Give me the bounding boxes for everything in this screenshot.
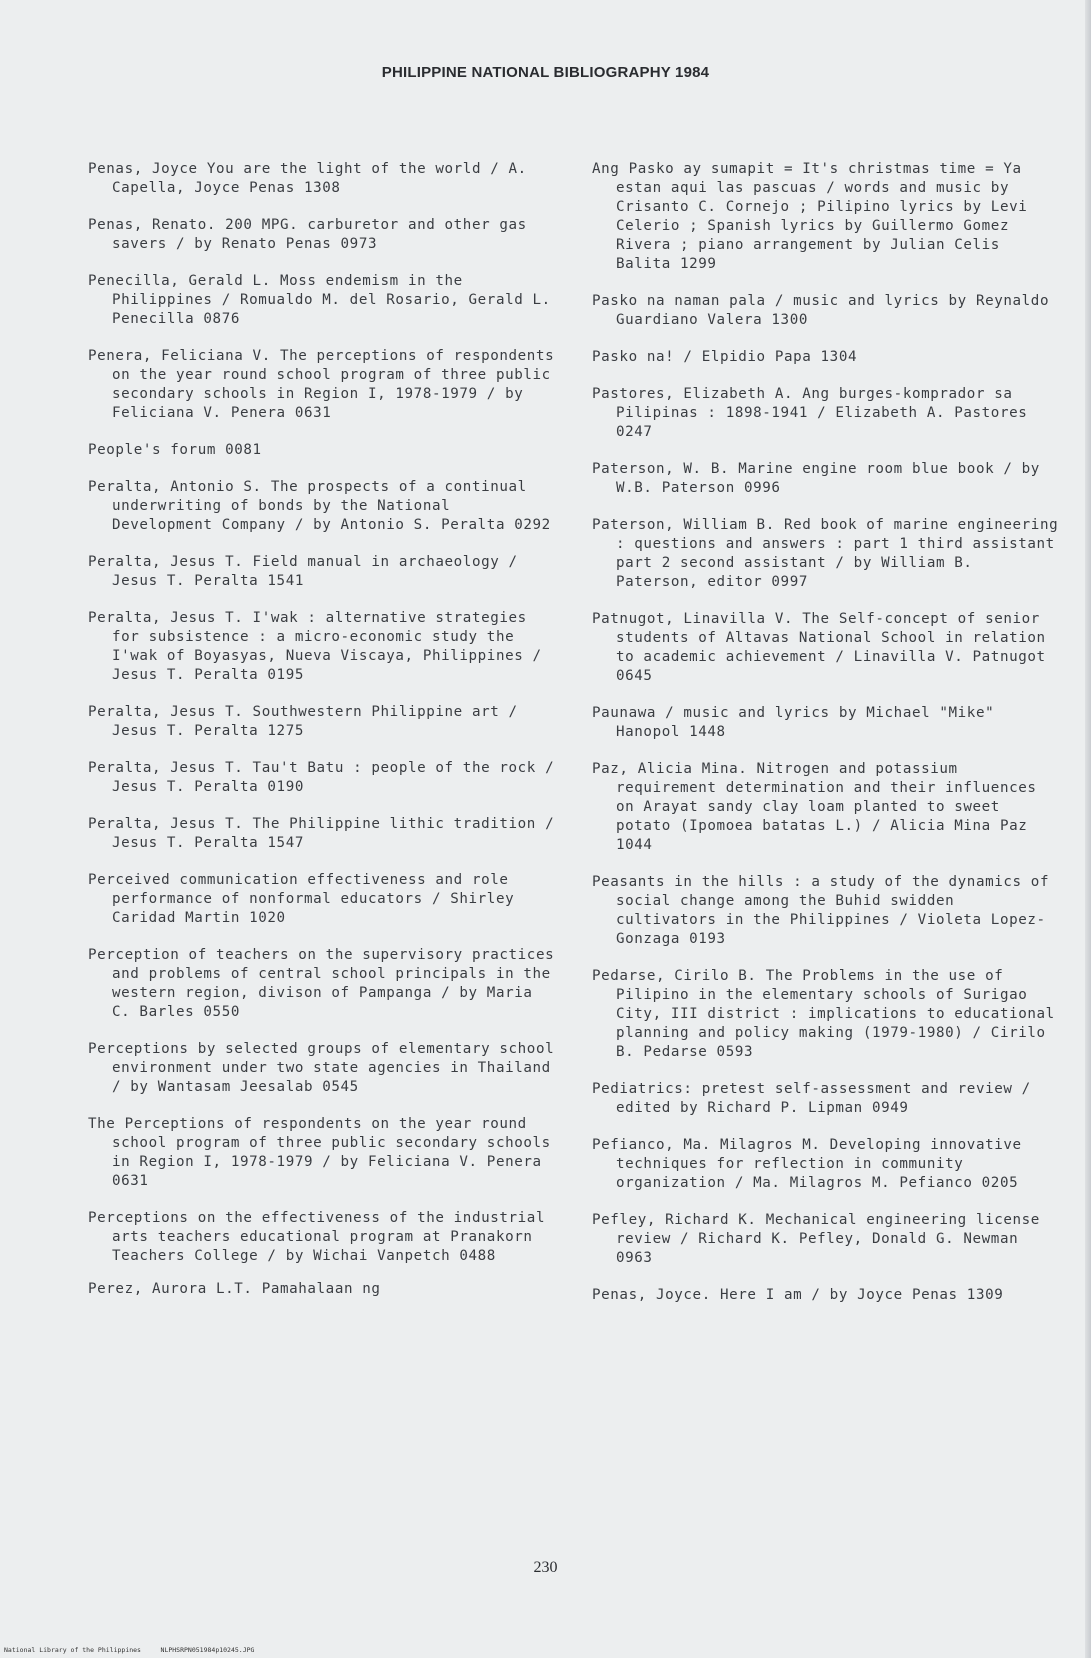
bibliography-entry: Pedarse, Cirilo B. The Problems in the use of Pilipino in the elementary schools of Surigao City, III district : implications to educational planning and policy making (1979-1980) / Cirilo B. Pedarse 0593	[592, 968, 1055, 1060]
bibliography-entry: Peralta, Jesus T. Field manual in archaeology / Jesus T. Peralta 1541	[88, 554, 518, 589]
bibliography-entry: Peralta, Antonio S. The prospects of a continual underwriting of bonds by the National Development Company / by Antonio S. Peralta 0292	[88, 479, 551, 533]
bibliography-entry: Peralta, Jesus T. Southwestern Philippine art / Jesus T. Peralta 1275	[88, 704, 518, 739]
left-column	[88, 160, 558, 1299]
bibliography-entry: Pasko na! / Elpidio Papa 1304	[592, 349, 858, 365]
bibliography-entry: Paunawa / music and lyrics by Michael "Mike" Hanopol 1448	[592, 705, 995, 740]
bibliography-entry: Paz, Alicia Mina. Nitrogen and potassium requirement determination and their influences on Arayat sandy clay loam planted to sweet potato (Ipomoea batatas L.) / Alicia Mina Paz 1044	[592, 761, 1037, 853]
bibliography-entry: People's forum 0081	[88, 442, 262, 458]
bibliography-entry: The Perceptions of respondents on the year round school program of three public secondary schools in Region I, 1978-1979 / by Feliciana V. Penera 0631	[88, 1116, 551, 1189]
running-header: PHILIPPINE NATIONAL BIBLIOGRAPHY 1984	[381, 64, 710, 81]
bibliography-entry: Peasants in the hills : a study of the dynamics of social change among the Buhid swidden cultivators in the Philippines / Violeta Lopez-Gonzaga 0193	[592, 874, 1050, 947]
bibliography-entry: Perceived communication effectiveness and role performance of nonformal educators / Shirley Caridad Martin 1020	[88, 872, 515, 926]
right-column	[592, 160, 1062, 1305]
bibliography-entry: Penecilla, Gerald L. Moss endemism in the Philippines / Romualdo M. del Rosario, Gerald L. Penecilla 0876	[88, 273, 551, 327]
bibliography-entry: Pefianco, Ma. Milagros M. Developing innovative techniques for reflection in community organization / Ma. Milagros M. Pefianco 0205	[592, 1137, 1022, 1191]
bibliography-entry: Paterson, W. B. Marine engine room blue book / by W.B. Paterson 0996	[592, 461, 1040, 496]
bibliography-entry: Penas, Renato. 200 MPG. carburetor and other gas savers / by Renato Penas 0973	[88, 217, 527, 252]
bibliography-entry: Pasko na naman pala / music and lyrics by Reynaldo Guardiano Valera 1300	[592, 293, 1050, 328]
bibliography-entry: Patnugot, Linavilla V. The Self-concept of senior students of Altavas National School in relation to academic achievement / Linavilla V. Patnugot 0645	[592, 611, 1046, 684]
bibliography-entry: Perez, Aurora L.T. Pamahalaan ng	[88, 1281, 381, 1297]
scan-source-line: National Library of the Philippines NLPHSRPN051984p10245.JPG	[4, 1646, 255, 1654]
bibliography-entry: Perception of teachers on the supervisory practices and problems of central school principals in the western region, divison of Pampanga / by Maria C. Barles 0550	[88, 947, 555, 1020]
page-number: 230	[533, 1559, 558, 1576]
bibliography-entry: Pastores, Elizabeth A. Ang burges-komprador sa Pilipinas : 1898-1941 / Elizabeth A. Pastores 0247	[592, 386, 1028, 440]
bibliography-entry: Pefley, Richard K. Mechanical engineering license review / Richard K. Pefley, Donald G. Newman 0963	[592, 1212, 1040, 1266]
bibliography-entry: Perceptions on the effectiveness of the industrial arts teachers educational program at Pranakorn Teachers College / by Wichai Vanpetch 0488	[88, 1210, 546, 1264]
page-edge-shadow	[1085, 0, 1091, 1658]
bibliography-entry: Peralta, Jesus T. Tau't Batu : people of the rock / Jesus T. Peralta 0190	[88, 760, 555, 795]
bibliography-entry: Perceptions by selected groups of elementary school environment under two state agencies in Thailand / by Wantasam Jeesalab 0545	[88, 1041, 555, 1095]
bibliography-entry: Ang Pasko ay sumapit = It's christmas time = Ya estan aqui las pascuas / words and music by Crisanto C. Cornejo ; Pilipino lyrics by Levi Celerio ; Spanish lyrics by Guillermo Gomez Rivera ; piano arrangement by Julian Celis Balita 1299	[592, 161, 1028, 272]
bibliography-entry: Paterson, William B. Red book of marine engineering : questions and answers : part 1 third assistant part 2 second assistant / by William B. Paterson, editor 0997	[592, 517, 1059, 590]
bibliography-entry: Peralta, Jesus T. The Philippine lithic tradition / Jesus T. Peralta 1547	[88, 816, 555, 851]
bibliography-entry: Penas, Joyce You are the light of the world / A. Capella, Joyce Penas 1308	[88, 161, 527, 196]
bibliography-entry: Penas, Joyce. Here I am / by Joyce Penas 1309	[592, 1287, 1004, 1303]
bibliography-entry: Pediatrics: pretest self-assessment and review / edited by Richard P. Lipman 0949	[592, 1081, 1031, 1116]
bibliography-entry: Penera, Feliciana V. The perceptions of respondents on the year round school program of three public secondary schools in Region I, 1978-1979 / by Feliciana V. Penera 0631	[88, 348, 555, 421]
bibliography-entry: Peralta, Jesus T. I'wak : alternative strategies for subsistence : a micro-economic study the I'wak of Boyasyas, Nueva Viscaya, Philippines / Jesus T. Peralta 0195	[88, 610, 542, 683]
